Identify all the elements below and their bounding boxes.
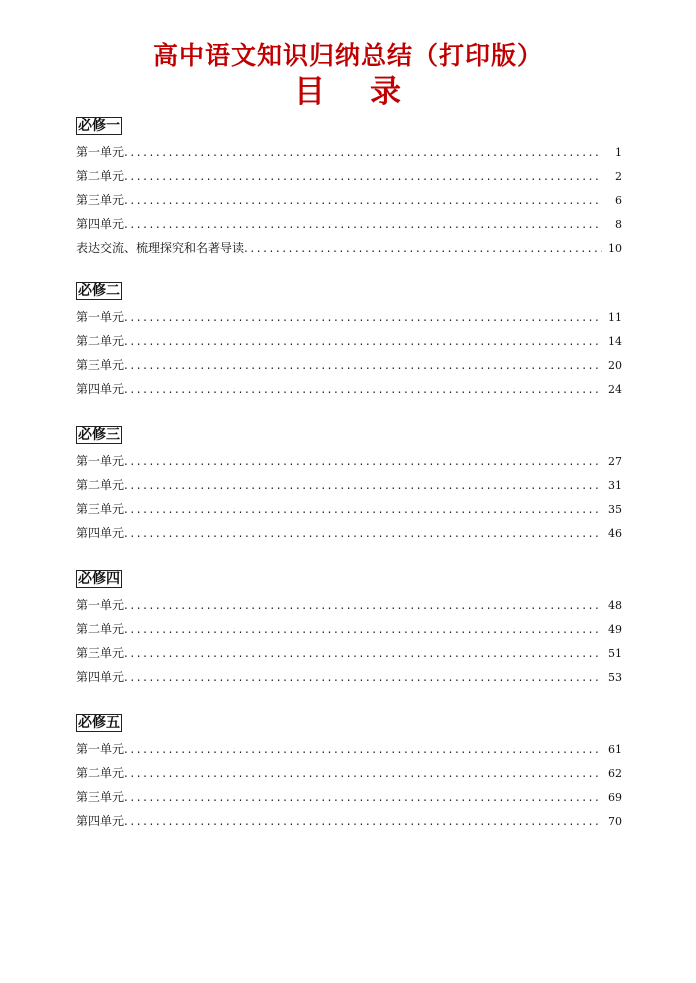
page-number: 20 (608, 359, 622, 372)
page-number: 24 (608, 383, 622, 396)
dot-leader (124, 809, 602, 833)
dot-leader (124, 377, 602, 401)
dot-leader (124, 617, 602, 641)
entry-label: 第一单元 (76, 310, 125, 324)
entry-label: 第二单元 (76, 169, 125, 183)
entry-label: 第四单元 (76, 814, 125, 828)
section-heading: 必修四 (78, 571, 120, 587)
toc-entry[interactable] (76, 641, 622, 665)
entry-label: 第三单元 (76, 193, 125, 207)
toc-section-bixiu-1 (76, 115, 622, 260)
page-number: 27 (608, 455, 622, 468)
dot-leader (124, 140, 602, 164)
page-number: 10 (608, 242, 622, 255)
entry-label: 第三单元 (76, 790, 125, 804)
dot-leader (124, 785, 602, 809)
dot-leader (124, 188, 602, 212)
dot-leader (124, 164, 602, 188)
section-heading: 必修二 (78, 283, 120, 299)
toc-entry-list (76, 449, 622, 545)
entry-label: 第三单元 (76, 358, 125, 372)
toc-entry[interactable] (76, 665, 622, 689)
page-number: 46 (608, 527, 622, 540)
page-number: 49 (608, 623, 622, 636)
toc-entry[interactable] (76, 809, 622, 833)
toc-entry[interactable] (76, 497, 622, 521)
entry-label: 第一单元 (76, 598, 125, 612)
toc-heading-right: 录 (370, 74, 402, 110)
toc-heading (0, 72, 696, 112)
toc-entry[interactable] (76, 617, 622, 641)
dot-leader (124, 665, 602, 689)
entry-label: 第一单元 (76, 145, 125, 159)
page-number: 14 (608, 335, 622, 348)
toc-entry[interactable] (76, 785, 622, 809)
dot-leader (124, 497, 602, 521)
dot-leader (124, 641, 602, 665)
dot-leader (124, 449, 602, 473)
entry-label: 第一单元 (76, 742, 125, 756)
section-heading: 必修五 (78, 715, 120, 731)
toc-section-bixiu-4 (76, 568, 622, 689)
toc-section-bixiu-5 (76, 712, 622, 833)
entry-label: 第四单元 (76, 217, 125, 231)
page-number: 69 (608, 791, 622, 804)
page-number: 35 (608, 503, 622, 516)
page-number: 31 (608, 479, 622, 492)
page-number: 62 (608, 767, 622, 780)
toc-entry[interactable] (76, 521, 622, 545)
toc-entry[interactable] (76, 212, 622, 236)
toc-entry-list (76, 737, 622, 833)
dot-leader (124, 521, 602, 545)
toc-entry[interactable] (76, 377, 622, 401)
page-number: 6 (615, 194, 622, 207)
toc-entry[interactable] (76, 593, 622, 617)
toc-entry[interactable] (76, 449, 622, 473)
entry-label: 第三单元 (76, 502, 125, 516)
entry-label: 第二单元 (76, 622, 125, 636)
toc-entry-list (76, 140, 622, 260)
entry-label: 第四单元 (76, 670, 125, 684)
toc-entry[interactable] (76, 140, 622, 164)
section-heading: 必修一 (78, 118, 120, 134)
toc-entry[interactable] (76, 188, 622, 212)
section-heading: 必修三 (78, 427, 120, 443)
toc-entry[interactable] (76, 473, 622, 497)
entry-label: 第四单元 (76, 526, 125, 540)
dot-leader (124, 761, 602, 785)
toc-entry[interactable] (76, 737, 622, 761)
page-number: 61 (608, 743, 622, 756)
toc-entry[interactable] (76, 761, 622, 785)
entry-label: 第二单元 (76, 766, 125, 780)
entry-label: 第二单元 (76, 334, 125, 348)
dot-leader (124, 593, 602, 617)
toc-section-bixiu-3 (76, 424, 622, 545)
toc-entry-list (76, 305, 622, 401)
page-number: 1 (615, 146, 622, 159)
toc-entry[interactable] (76, 305, 622, 329)
dot-leader (124, 329, 602, 353)
toc-entry[interactable] (76, 353, 622, 377)
dot-leader (124, 473, 602, 497)
document-title: 高中语文知识归纳总结（打印版） (152, 41, 543, 70)
dot-leader (124, 353, 602, 377)
page-number: 51 (608, 647, 622, 660)
toc-entry-list (76, 593, 622, 689)
page-number: 2 (615, 170, 622, 183)
toc-section-bixiu-2 (76, 280, 622, 401)
page-number: 11 (608, 311, 622, 324)
dot-leader (124, 737, 602, 761)
entry-label: 第一单元 (76, 454, 125, 468)
page-number: 70 (608, 815, 622, 828)
dot-leader (124, 212, 602, 236)
toc-entry[interactable] (76, 329, 622, 353)
entry-label: 第四单元 (76, 382, 125, 396)
toc-entry[interactable] (76, 236, 622, 260)
dot-leader (244, 236, 602, 260)
toc-entry[interactable] (76, 164, 622, 188)
dot-leader (124, 305, 602, 329)
entry-label: 第三单元 (76, 646, 125, 660)
page-number: 8 (615, 218, 622, 231)
page-number: 48 (608, 599, 622, 612)
entry-label: 第二单元 (76, 478, 125, 492)
page-number: 53 (608, 671, 622, 684)
toc-heading-left: 目 (294, 74, 326, 110)
entry-label: 表达交流、梳理探究和名著导读 (76, 241, 245, 255)
